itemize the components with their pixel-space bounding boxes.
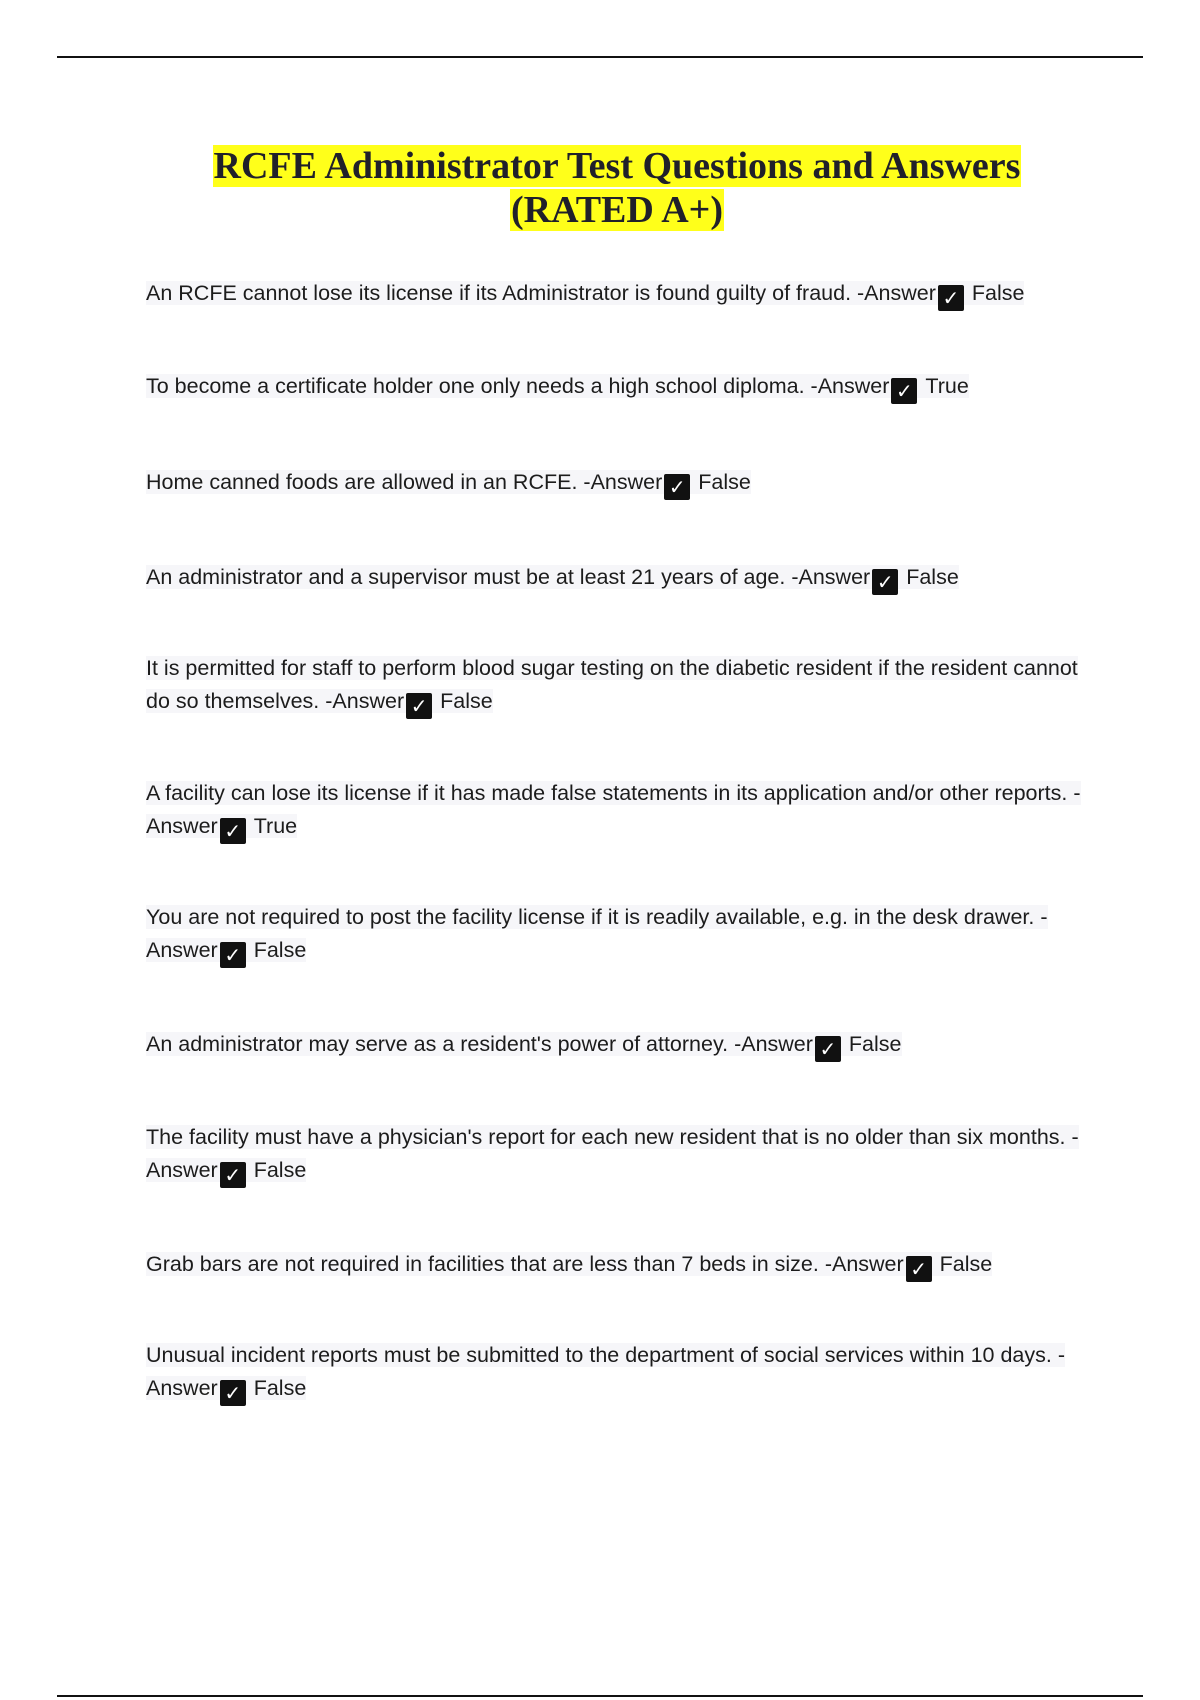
answer-marker: -Answer <box>583 470 663 494</box>
qa-item <box>146 1339 1088 1406</box>
checkmark-icon: ✓ <box>406 693 432 719</box>
answer-text: False <box>253 1376 307 1400</box>
question-text: It is permitted for staff to perform blood sugar testing on the diabetic resident if the resident cannot do so themselves. <box>146 656 1078 713</box>
answer-marker: -Answer <box>146 1125 1079 1182</box>
question-text: Unusual incident reports must be submitted to the department of social services within 10 days. <box>146 1343 1058 1367</box>
answer-text: True <box>253 814 298 838</box>
checkmark-icon: ✓ <box>938 285 964 311</box>
question-text: A facility can lose its license if it has made false statements in its application and/or other reports. <box>146 781 1074 805</box>
answer-marker: -Answer <box>824 1252 904 1276</box>
answer-marker: -Answer <box>325 689 405 713</box>
question-text: An administrator may serve as a resident's power of attorney. <box>146 1032 735 1056</box>
answer-marker: -Answer <box>810 374 890 398</box>
qa-item <box>146 901 1088 968</box>
document-title <box>146 144 1088 232</box>
qa-item <box>146 277 1088 311</box>
checkmark-icon: ✓ <box>891 378 917 404</box>
answer-text: False <box>698 470 751 494</box>
qa-item <box>146 466 1088 500</box>
question-text: The facility must have a physician's report for each new resident that is no older than six months. <box>146 1125 1072 1149</box>
qa-item <box>146 652 1088 719</box>
answer-text: False <box>253 938 307 962</box>
answer-text: True <box>925 374 969 398</box>
bottom-rule <box>57 1695 1143 1697</box>
question-text: You are not required to post the facility license if it is readily available, e.g. in the desk drawer. <box>146 905 1041 929</box>
document-title-text: RCFE Administrator Test Questions and Answers (RATED A+) <box>213 145 1021 231</box>
checkmark-icon: ✓ <box>815 1036 841 1062</box>
question-text: Home canned foods are allowed in an RCFE. <box>146 470 584 494</box>
question-text: To become a certificate holder one only needs a high school diploma. <box>146 374 811 398</box>
answer-marker: -Answer <box>146 1343 1065 1400</box>
answer-marker: -Answer <box>857 281 936 305</box>
answer-text: False <box>971 281 1025 305</box>
checkmark-icon: ✓ <box>220 1162 246 1188</box>
checkmark-icon: ✓ <box>220 818 246 844</box>
qa-item <box>146 1028 1088 1062</box>
qa-item <box>146 777 1088 844</box>
question-text: An administrator and a supervisor must be at least 21 years of age. <box>146 565 792 589</box>
qa-item <box>146 561 1088 595</box>
answer-marker: -Answer <box>791 565 871 589</box>
answer-text: False <box>440 689 493 713</box>
checkmark-icon: ✓ <box>220 942 246 968</box>
checkmark-icon: ✓ <box>664 474 690 500</box>
question-text: Grab bars are not required in facilities that are less than 7 beds in size. <box>146 1252 825 1276</box>
answer-marker: -Answer <box>146 905 1048 962</box>
document-page <box>146 0 1088 1700</box>
answer-text: False <box>848 1032 902 1056</box>
qa-item <box>146 1248 1088 1282</box>
answer-text: False <box>939 1252 993 1276</box>
qa-item <box>146 370 1088 404</box>
answer-text: False <box>906 565 959 589</box>
checkmark-icon: ✓ <box>872 569 898 595</box>
qa-item <box>146 1121 1088 1188</box>
answer-text: False <box>253 1158 307 1182</box>
checkmark-icon: ✓ <box>220 1380 246 1406</box>
checkmark-icon: ✓ <box>906 1256 932 1282</box>
answer-marker: -Answer <box>734 1032 813 1056</box>
answer-marker: -Answer <box>146 781 1081 838</box>
question-text: An RCFE cannot lose its license if its Administrator is found guilty of fraud. <box>146 281 858 305</box>
